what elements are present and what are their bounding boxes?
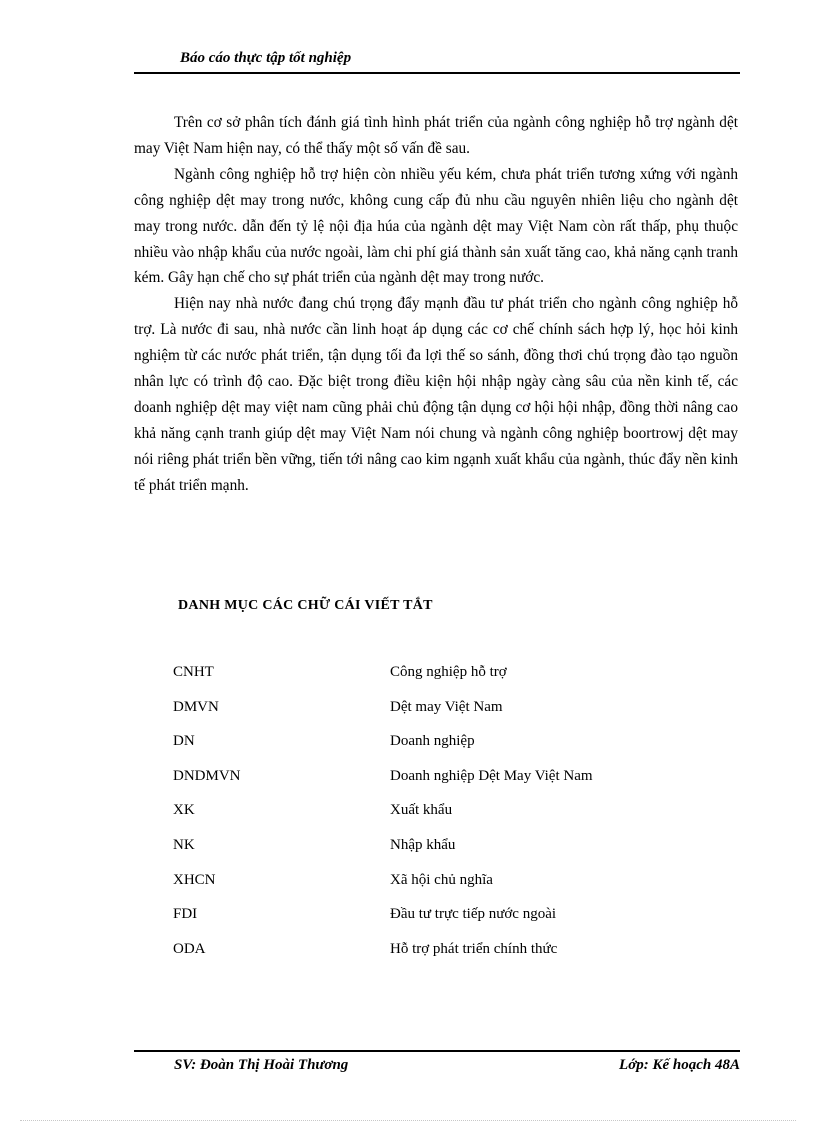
abbreviation-code: ODA bbox=[173, 940, 206, 957]
paragraph-intro: Trên cơ sở phân tích đánh giá tình hình phát triển của ngành công nghiệp hỗ trợ ngành dệt may Việt Nam hiện nay, có thể thấy một số vấn đề sau. bbox=[134, 114, 738, 157]
abbreviation-row bbox=[173, 868, 693, 903]
abbreviation-code: XK bbox=[173, 802, 195, 819]
footer-student-name: SV: Đoàn Thị Hoài Thương bbox=[174, 1057, 349, 1073]
abbreviation-row bbox=[173, 833, 693, 868]
footer-class: Lớp: Kế hoạch 48A bbox=[619, 1057, 740, 1073]
abbreviation-code: XHCN bbox=[173, 871, 216, 888]
abbreviation-row bbox=[173, 937, 693, 972]
abbreviation-meaning: Hỗ trợ phát triển chính thức bbox=[390, 940, 558, 957]
abbreviation-row bbox=[173, 764, 693, 799]
abbreviation-code: DN bbox=[173, 733, 195, 750]
page-edge-divider bbox=[20, 1120, 796, 1121]
abbreviation-code: NK bbox=[173, 836, 195, 853]
abbreviation-row bbox=[173, 902, 693, 937]
paragraph-weakness: Ngành công nghiệp hỗ trợ hiện còn nhiều yếu kém, chưa phát triển tương xứng với ngành công nghiệp dệt may trong nước, không cung cấp đủ nhu cầu nguyên nhiên liệu cho ngành dệt may trong nước. dẫn đến tỷ lệ nội địa húa của ngành dệt may Việt Nam còn rất thấp, phụ thuộc nhiều vào nhập khẩu của nước ngoài, làm chi phí giá thành sản xuất tăng cao, khả năng cạnh tranh kém. Gây hạn chế cho sự phát triển của ngành dệt may trong nước. bbox=[134, 165, 738, 287]
abbreviation-row bbox=[173, 660, 693, 695]
abbreviation-meaning: Xuất khẩu bbox=[390, 802, 453, 819]
page-footer bbox=[134, 1050, 740, 1080]
abbreviation-meaning: Doanh nghiệp bbox=[390, 733, 475, 750]
header-title: Báo cáo thực tập tốt nghiệp bbox=[180, 50, 352, 66]
page-header bbox=[134, 46, 740, 74]
abbreviation-meaning: Công nghiệp hỗ trợ bbox=[390, 664, 507, 680]
abbreviation-list bbox=[173, 660, 693, 971]
abbreviation-code: DNDMVN bbox=[173, 767, 241, 784]
abbreviation-row bbox=[173, 798, 693, 833]
body-text bbox=[134, 110, 738, 499]
abbreviation-code: DMVN bbox=[173, 698, 219, 715]
abbreviation-row bbox=[173, 695, 693, 730]
abbreviations-title: DANH MỤC CÁC CHỮ CÁI VIẾT TẮT bbox=[178, 598, 433, 613]
abbreviation-meaning: Doanh nghiệp Dệt May Việt Nam bbox=[390, 767, 593, 784]
paragraph-policy: Hiện nay nhà nước đang chú trọng đẩy mạnh đầu tư phát triển cho ngành công nghiệp hỗ trợ. Là nước đi sau, nhà nước cần linh hoạt áp dụng các cơ chế chính sách hợp lý, học hỏi kinh nghiệm từ các nước phát triển, tận dụng tối đa lợi thế so sánh, đồng thơi chú trọng đào tạo nguồn nhân lực có trình độ cao. Đặc biệt trong điều kiện hội nhập ngày càng sâu của nền kinh tế, các doanh nghiệp dệt may việt nam cũng phải chủ động tận dụng cơ hội hội nhập, đồng thời nâng cao khả năng cạnh tranh giúp dệt may Việt Nam nói chung và ngành công nghiệp boortrowj dệt may nói riêng phát triển bền vững, tiến tới nâng cao kim ngạnh xuất khẩu của ngành, thúc đẩy nền kinh tế phát triển mạnh. bbox=[134, 295, 738, 494]
abbreviation-meaning: Xã hội chủ nghĩa bbox=[390, 871, 493, 888]
abbreviation-meaning: Nhập khẩu bbox=[390, 836, 456, 853]
abbreviation-meaning: Dệt may Việt Nam bbox=[390, 698, 503, 715]
abbreviation-code: FDI bbox=[173, 906, 198, 923]
abbreviation-row bbox=[173, 729, 693, 764]
abbreviation-code: CNHT bbox=[173, 664, 214, 680]
abbreviation-meaning: Đầu tư trực tiếp nước ngoài bbox=[390, 906, 557, 923]
